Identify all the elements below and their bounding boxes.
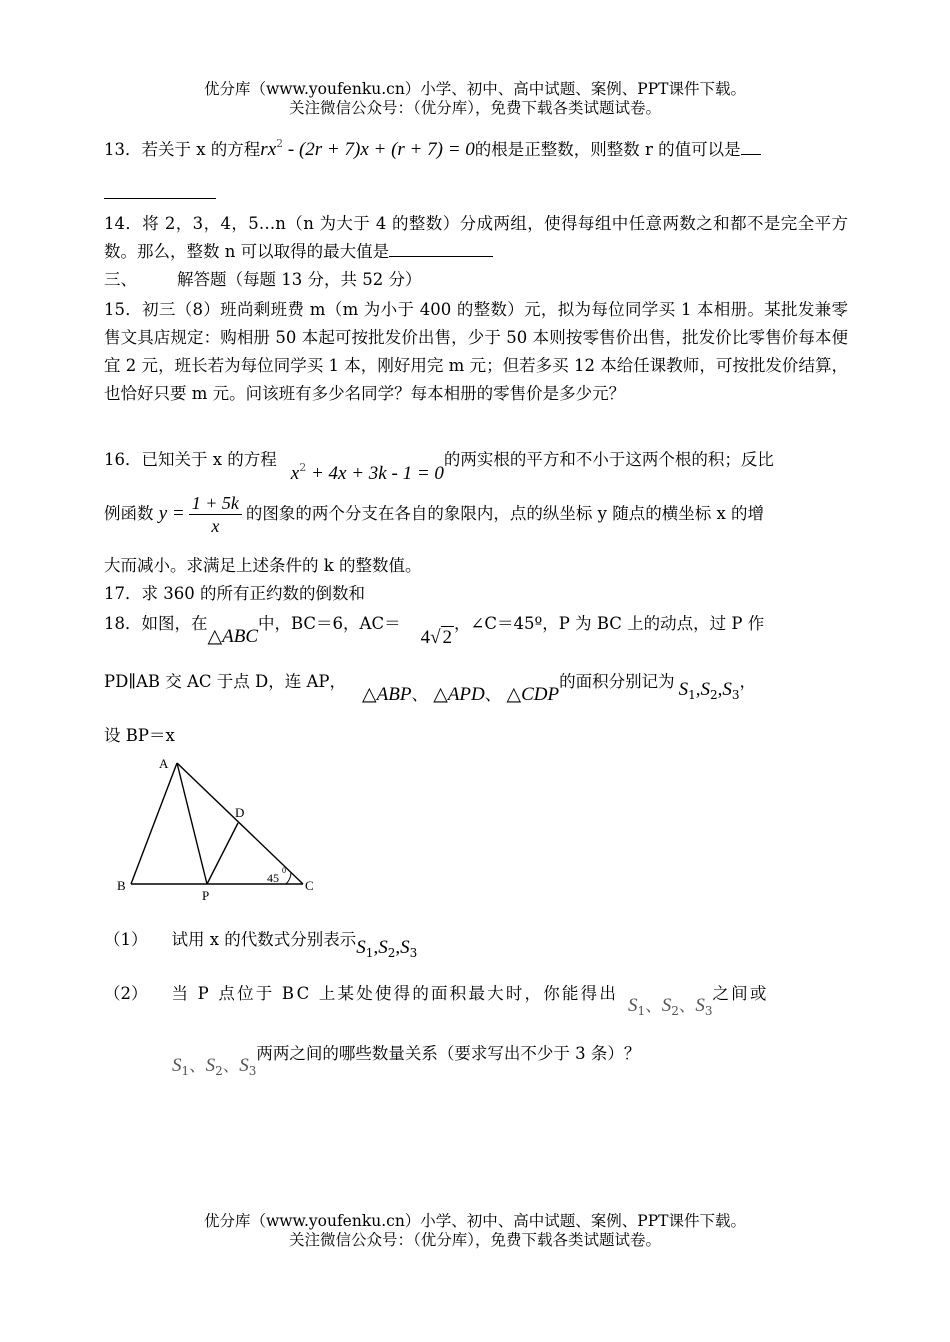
label-d: D [235,805,245,820]
angle-degree: 0 [282,866,286,875]
q16-eq-rest: + 4x + 3k - 1 = 0 [306,463,444,484]
q13-eq-rx: rx [260,139,277,160]
part-2-text: 当 P 点位于 BC 上某处使得的面积最大时，你能得出 [171,984,619,1003]
q14-text: 14．将 2，3，4，5…n（n 为大于 4 的整数）分成两组，使得每组中任意两数之和都不是完全平方数。那么，整数 n 可以取得的最大值是 [104,214,848,261]
part-2-line-2 [172,1040,641,1078]
q18-sep-1: 、 [411,685,428,704]
part-2-num: （2） [104,984,148,1003]
q13-eq-sup: 2 [276,137,284,150]
q16-suffix: 的两实根的平方和不小于这两个根的积；反比 [443,450,774,469]
q18-tri-abc: △ABC [207,626,258,647]
q16-fraction [189,492,242,537]
question-15: 15．初三（8）班尚剩班费 m（m 为小于 400 的整数）元，拟为每位同学买 1 本相册。某批发兼零售文具店规定：购相册 50 本起可按批发价出售，少于 50 本则按零售价出售，批发价比零售价每本便宜 2 元，班长若为每位同学买 1 本，刚好用完 m 元；但若多买 12 本给任课教师，可按批发价结算，也恰好只要 m 元。问该班有多少名同学？每本相册的零售价是多少元？ [104,300,848,403]
part-1-text: 试用 x 的代数式分别表示 [171,930,357,949]
q13-answer-blank-1 [741,154,761,155]
q13-suffix: 的根是正整数，则整数 r 的值可以是 [474,140,741,159]
angle-label: 45 [267,871,279,885]
question-16-line-3: 大而减小。求满足上述条件的 k 的整数值。 [104,556,422,575]
q13-prefix: 13．若关于 x 的方程 [104,140,261,159]
q18-tri-abp: △ABP [362,684,412,705]
q18-sqrt-rad: 2 [442,627,453,648]
q16-eq-x: x [290,463,300,484]
q18-line2-prefix: PD∥AB 交 AC 于点 D，连 AP， [104,672,347,691]
segment-ab [131,763,177,884]
q18-prefix: 18．如图，在 [104,614,208,633]
label-c: C [305,878,314,893]
angle-arc [286,872,291,884]
part-2-line2-suffix: 两两之间的哪些数量关系（要求写出不少于 3 条）？ [256,1044,641,1063]
q18-sqrt-coef: 4 [420,627,431,648]
segment-pd [207,823,238,884]
part-1 [104,926,417,959]
part-1-s-list: $S_1,S_2,S_3$ [356,937,418,960]
question-17: 17．求 360 的所有正约数的倒数和 [104,584,365,603]
q16-frac-den: x [211,516,220,536]
header-line-1: 优分库（www.youfenku.cn）小学、初中、高中试题、案例、PPT课件下载。 [203,80,747,98]
q16-prefix: 16．已知关于 x 的方程 [104,450,277,469]
label-b: B [117,878,126,893]
question-18-line-1 [104,610,765,648]
question-16-line-2 [104,492,764,537]
part-2-mid: 之间或 [712,984,769,1003]
question-18-line-3: 设 BP＝x [104,726,175,745]
q18-suffix: ，∠C＝45º，P 为 BC 上的动点，过 P 作 [454,614,765,633]
segment-ap [177,763,207,884]
footer-line-1: 优分库（www.youfenku.cn）小学、初中、高中试题、案例、PPT课件下载。 [203,1212,747,1230]
label-p: P [202,888,210,902]
question-18-line-2 [104,668,757,705]
q18-s-list: $S_1,S_2,S_3$ [678,679,740,702]
q16-frac-num: 1 + 5k [189,492,242,515]
q18-sep-2: 、 [484,685,502,704]
q18-tri-cdp: △CDP [506,684,560,705]
section-3-num: 三、 [104,270,137,289]
q18-sqrt-expr: 4√ 2 [420,627,453,648]
part-2-s-list-1: $S_1$、$S_2$、$S_3$ [628,995,713,1018]
section-3-title: 解答题（每题 13 分，共 52 分） [177,270,422,289]
q18-line2-end: ， [739,672,757,691]
q13-answer-blank-2 [104,198,216,199]
q13-answer-line [104,180,216,208]
question-14 [104,210,848,266]
triangle-figure [110,752,320,902]
question-13 [104,130,761,164]
section-3-heading [104,266,421,294]
label-a: A [159,756,169,771]
q18-mid: 中，BC＝6，AC＝ [258,614,401,633]
q16-eq-sup: 2 [299,461,307,474]
part-2-s-list-2: $S_1$、$S_2$、$S_3$ [172,1055,257,1078]
footer-line-2: 关注微信公众号：（优分库），免费下载各类试题试卷。 [288,1231,661,1249]
q18-tri-apd: △APD [433,684,485,705]
q16-y-eq: y = [158,503,185,524]
q18-line2-mid: 的面积分别记为 [559,672,675,691]
q13-eq-rest: - (2r + 7)x + (r + 7) = 0 [283,139,475,160]
part-2-line-1 [104,980,769,1018]
q16-line2-suffix: 的图象的两个分支在各自的象限内，点的纵坐标 y 随点的横坐标 x 的增 [245,504,765,523]
question-16-line-1 [104,440,774,484]
part-1-num: （1） [104,930,148,949]
q14-answer-blank [389,256,493,257]
q16-line2-prefix: 例函数 [104,504,154,523]
header-line-2: 关注微信公众号：（优分库），免费下载各类试题试卷。 [288,99,661,117]
